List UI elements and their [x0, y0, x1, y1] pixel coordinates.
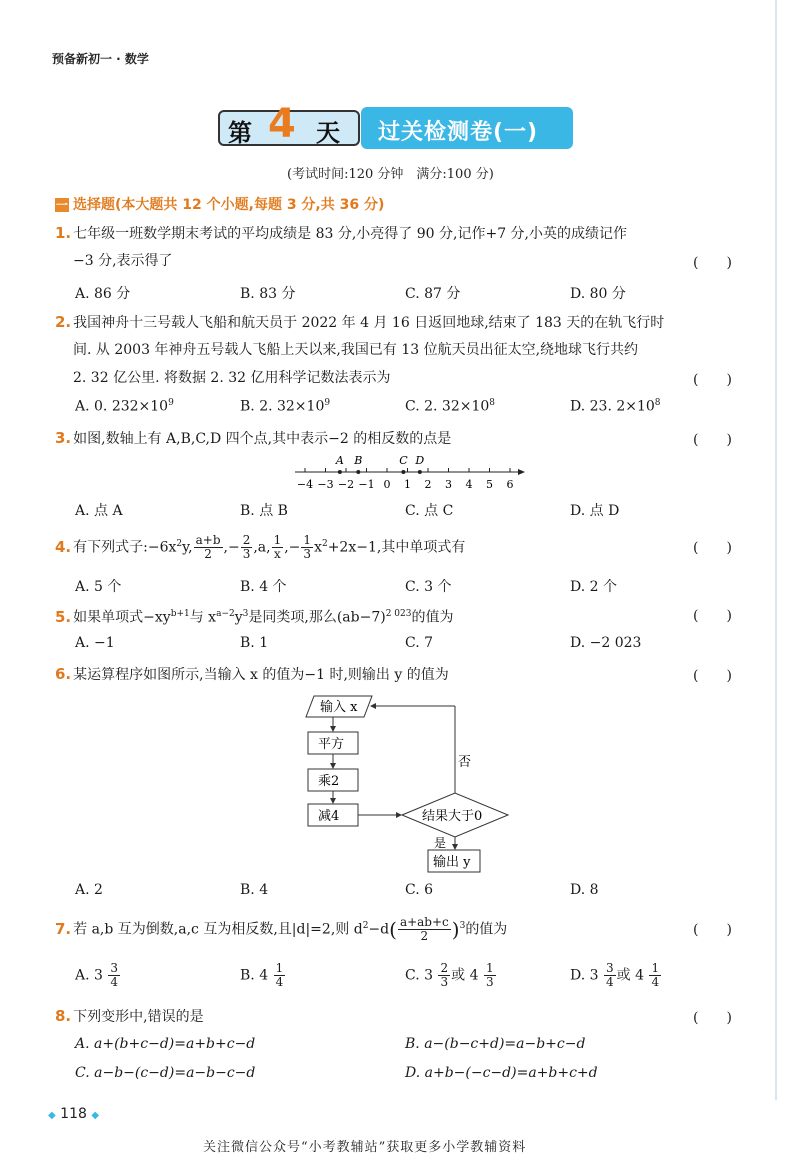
title-day-number: 4 — [268, 101, 296, 147]
question-2-line3: 2. 32 亿公里. 将数据 2. 32 亿用科学记数法表示为 — [73, 370, 391, 386]
axis-tick-label: −4 — [296, 478, 314, 491]
axis-points — [335, 454, 425, 474]
option-b: B. 4 个 — [240, 579, 287, 595]
axis-tick-label: 2 — [424, 478, 432, 491]
option-b: B. 1 — [240, 635, 269, 651]
axis-tick-label: 1 — [404, 478, 411, 491]
question-number: 1. — [55, 224, 72, 242]
axis-point-label: B — [354, 454, 363, 467]
option-a: A. 86 分 — [75, 286, 131, 302]
answer-blank: ( ) — [693, 540, 732, 556]
flow-square-label: 平方 — [318, 737, 345, 752]
option-b: B. 点 B — [240, 503, 288, 519]
option-c: C. 3 个 — [405, 579, 452, 595]
axis-tick-label: 0 — [383, 478, 391, 491]
question-1 — [55, 220, 627, 247]
option-a: A. 点 A — [75, 503, 123, 519]
title-di: 第 — [228, 118, 252, 147]
axis-tick-label: −3 — [317, 478, 334, 491]
answer-blank: ( ) — [693, 372, 732, 388]
option-c: C. 3 $\frac{2}{3}$ 或 4 $\frac{1}{3}$ — [405, 961, 494, 989]
question-1-line2: −3 分,表示得了 — [73, 253, 173, 269]
option-d: D. a+b−(−c−d)=a+b+c+d — [405, 1065, 598, 1081]
option-c: C. 7 — [405, 635, 434, 651]
question-number: 5. — [55, 607, 72, 626]
question-number: 8. — [55, 1007, 72, 1025]
footer-note: 关注微信公众号“小考教辅站”获取更多小学教辅资料 — [203, 1140, 527, 1155]
option-b: B. 83 分 — [240, 286, 296, 302]
fraction: $\frac{a+b}{2}$ — [195, 533, 221, 562]
question-number: 6. — [55, 665, 72, 683]
option-d: D. −2 023 — [570, 635, 642, 651]
axis-tick-label: 6 — [506, 478, 514, 491]
question-6 — [55, 661, 449, 688]
option-d: D. 3 $\frac{3}{4}$ 或 4 $\frac{1}{4}$ — [570, 961, 660, 989]
fraction: $\frac{1}{x}$ — [273, 533, 282, 562]
option-b: B. 4 $\frac{1}{4}$ — [240, 961, 284, 989]
axis-tick-label: −2 — [337, 478, 355, 491]
flow-output-label: 输出 y — [433, 855, 471, 870]
axis-point — [401, 470, 405, 474]
question-2 — [55, 309, 664, 336]
option-d: D. 80 分 — [570, 286, 626, 302]
question-5: 5. 如果单项式$-xy^{b+1}$与 $x^{a-2}y^3$是同类项,那么$(ab-7)^{2 023}$的值为 — [55, 607, 454, 626]
answer-blank: ( ) — [693, 432, 732, 448]
question-text: 下列变形中,错误的是 — [73, 1009, 204, 1025]
section-heading — [55, 194, 384, 214]
option-b: B. 2. $32\times 10^9$ — [240, 398, 331, 415]
option-c: C. a−b−(c−d)=a−b−c−d — [75, 1065, 256, 1081]
option-c: C. 6 — [405, 882, 434, 898]
question-3 — [55, 425, 451, 452]
option-c: C. 87 分 — [405, 286, 461, 302]
axis-point — [356, 470, 360, 474]
page-edge — [775, 0, 777, 1100]
flow-input-label: 输入 x — [320, 700, 358, 715]
fraction: $\frac{1}{3}$ — [303, 533, 312, 562]
flow-yes-label: 是 — [434, 836, 447, 850]
axis-tick-label: 5 — [486, 478, 493, 491]
question-number: 3. — [55, 429, 72, 447]
option-b: B. a−(b−c+d)=a−b+c−d — [405, 1036, 586, 1052]
option-d: D. 23. $2\times 10^8$ — [570, 398, 661, 415]
title-name: 过关检测卷(一) — [378, 120, 539, 145]
question-text: 七年级一班数学期末考试的平均成绩是 83 分,小亮得了 90 分,记作+7 分,小英的成绩记作 — [73, 226, 628, 242]
option-b: B. 4 — [240, 882, 269, 898]
option-a: A. −1 — [75, 635, 115, 651]
flow-minus4-label: 减4 — [318, 809, 340, 824]
fraction: $\frac{a+ab+c}{2}$ — [399, 915, 449, 944]
question-2-line2: 间. 从 2003 年神舟五号载人飞船上天以来,我国已有 13 位航天员出征太空,绕地球飞行共约 — [73, 342, 639, 358]
answer-blank: ( ) — [693, 1010, 732, 1026]
flow-no-label: 否 — [458, 755, 472, 770]
axis-point-label: C — [399, 454, 408, 467]
axis-point-label: A — [335, 454, 344, 467]
question-number: 2. — [55, 313, 72, 331]
page-number: ◆ 118 ◆ — [48, 1106, 100, 1122]
title-tian: 天 — [316, 118, 340, 147]
diamond-icon: ◆ — [48, 1110, 56, 1121]
question-text: 我国神舟十三号载人飞船和航天员于 2022 年 4 月 16 日返回地球,结束了 183 天的在轨飞行时 — [73, 315, 665, 331]
question-4: 4. 有下列式子$:-6x^2y$, $\frac{a+b}{2}$ ,− $\frac{2}{3}$ ,a, $\frac{1}{x}$ ,− $\frac{1}{3}$ $x^2+2x-1$,其中单项式有 — [55, 533, 466, 562]
option-a: A. 3 $\frac{3}{4}$ — [75, 961, 119, 989]
section-label: 选择题(本大题共 12 个小题,每题 3 分,共 36 分) — [73, 197, 385, 213]
option-c: C. 点 C — [405, 503, 454, 519]
number-line — [290, 452, 530, 496]
option-d: D. 点 D — [570, 503, 620, 519]
flowchart — [300, 690, 520, 875]
running-header: 预备新初一 · 数学 — [52, 52, 149, 66]
question-text: 某运算程序如图所示,当输入 x 的值为−1 时,则输出 y 的值为 — [73, 667, 449, 683]
answer-blank: ( ) — [693, 608, 732, 624]
flow-decision-label: 结果大于0 — [422, 809, 483, 824]
axis-point-label: D — [415, 454, 425, 467]
axis-tick-label: 3 — [445, 478, 452, 491]
question-text: 如图,数轴上有 A,B,C,D 四个点,其中表示−2 的相反数的点是 — [73, 431, 452, 447]
diamond-icon: ◆ — [91, 1110, 100, 1121]
flow-times2-label: 乘2 — [318, 774, 340, 789]
section-mark: 一 — [55, 198, 68, 212]
question-7: 7. 若 a,b 互为倒数,a,c 互为相反数,且|d|=2,则 $d^2-d$( $\frac{a+ab+c}{2}$ )$^3$的值为 — [55, 915, 508, 944]
fraction: $\frac{2}{3}$ — [242, 533, 251, 562]
axis-tick-label: 4 — [465, 478, 473, 491]
option-a: A. 2 — [75, 882, 103, 898]
answer-blank: ( ) — [693, 668, 732, 684]
axis-point — [338, 470, 342, 474]
question-number: 7. — [55, 919, 72, 938]
option-a: A. 0. $232\times 10^9$ — [75, 398, 174, 415]
answer-blank: ( ) — [693, 255, 732, 271]
option-a: A. a+(b+c−d)=a+b+c−d — [75, 1036, 256, 1052]
axis-tick-label: −1 — [358, 478, 375, 491]
answer-blank: ( ) — [693, 922, 732, 938]
option-d: D. 8 — [570, 882, 599, 898]
option-c: C. 2. $32\times 10^8$ — [405, 398, 496, 415]
axis-point — [418, 470, 422, 474]
title-banner — [218, 101, 573, 151]
question-8 — [55, 1003, 204, 1030]
question-number: 4. — [55, 537, 72, 556]
exam-info: (考试时间:120 分钟 满分:100 分) — [287, 167, 494, 182]
axis-arrow — [518, 469, 525, 475]
option-a: A. 5 个 — [75, 579, 122, 595]
option-d: D. 2 个 — [570, 579, 617, 595]
